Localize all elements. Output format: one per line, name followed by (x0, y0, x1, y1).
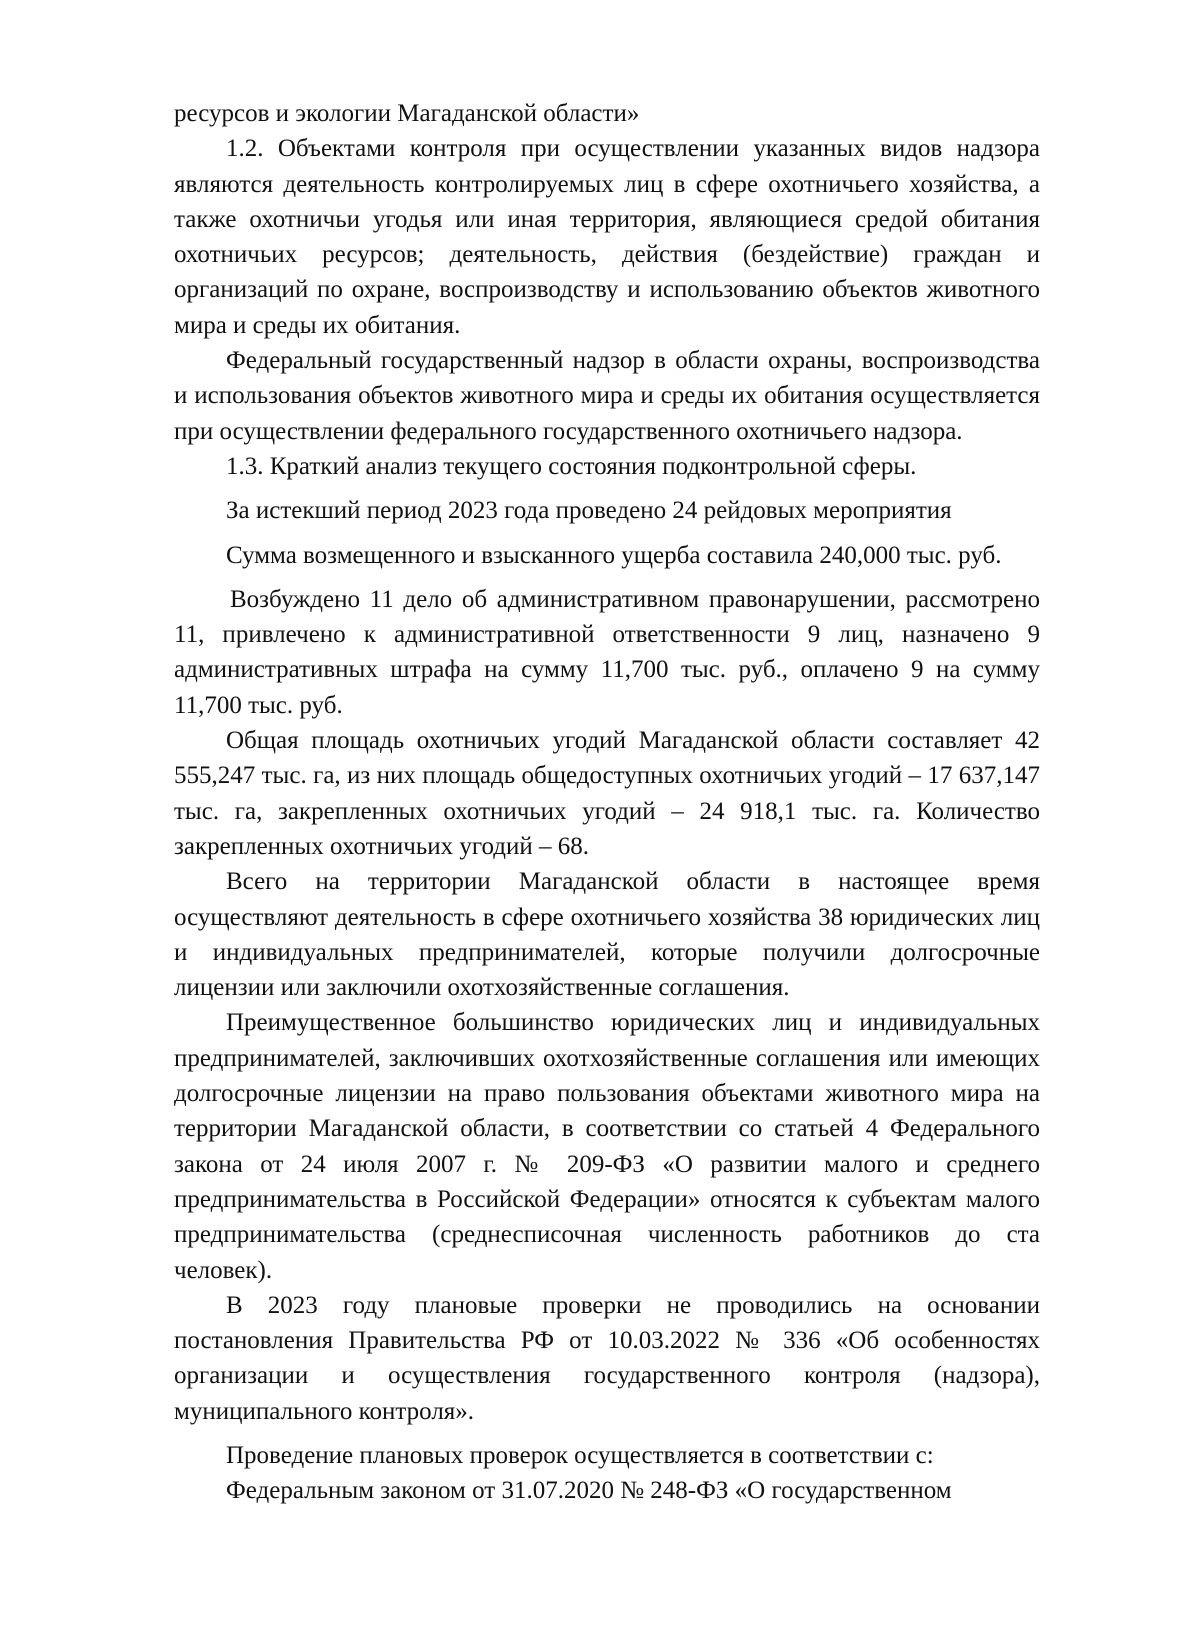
paragraph-federal-law: Федеральным законом от 31.07.2020 № 248-ФЗ «О государственном (226, 1477, 952, 1505)
paragraph-raids: За истекший период 2023 года проведено 24 рейдовых мероприятия (226, 497, 952, 525)
paragraph-entities: Всего на территории Магаданской области в настоящее время осуществляют деятельность в сфере охотничьего хозяйства 38 юридических лиц и индивидуальных предпринимателей, которые получили долгосрочные лицензии или заключили охотхозяйственные соглашения. (174, 868, 1040, 1002)
paragraph-analysis-heading: 1.3. Краткий анализ текущего состояния подконтрольной сферы. (226, 452, 917, 480)
paragraph-hunting-area: Общая площадь охотничьих угодий Магаданской области составляет 42 555,247 тыс. га, из них площадь общедоступных охотничьих угодий – 17 637,147 тыс. га, закрепленных охотничьих угодий – 24 918,1 тыс. га. Количество закрепленных охотничьих угодий – 68. (174, 727, 1040, 860)
paragraph-damage: Сумма возмещенного и взысканного ущерба составила 240,000 тыс. руб. (226, 541, 1002, 569)
paragraph-continuation: ресурсов и экологии Магаданской области» (174, 100, 640, 127)
paragraph-inspections-basis: Проведение плановых проверок осуществляется в соответствии с: (226, 1441, 934, 1469)
paragraph-no-inspections: В 2023 году плановые проверки не проводились на основании постановления Правительства РФ от 10.03.2022 № 336 «Об особенностях организации и осуществления государственного контроля (надзора), муниципального контроля». (174, 1291, 1040, 1425)
paragraph-administrative-cases: Возбуждено 11 дело об административном правонарушении, рассмотрено 11, привлечено к административной ответственности 9 лиц, назначено 9 административных штрафа на сумму 11,700 тыс. руб., оплачено 9 на сумму 11,700 тыс. руб. (174, 585, 1040, 719)
paragraph-federal-supervision: Федеральный государственный надзор в области охраны, воспроизводства и использования объектов животного мира и среды их обитания осуществляется при осуществлении федерального государственного охотничьего надзора. (174, 347, 1040, 445)
paragraph-small-business: Преимущественное большинство юридических лиц и индивидуальных предпринимателей, заключивших охотхозяйственные соглашения или имеющих долгосрочные лицензии на право пользования объектами животного мира на территории Магаданской области, в соответствии со статьей 4 Федерального закона от 24 июля 2007 г. № 209-ФЗ «О развитии малого и среднего предпринимательства в Российской Федерации» относятся к субъектам малого предпринимательства (среднесписочная численность работников до ста человек). (174, 1009, 1040, 1284)
paragraph-objects-of-control: 1.2. Объектами контроля при осуществлении указанных видов надзора являются деятельность контролируемых лиц в сфере охотничьего хозяйства, а также охотничьи угодья или иная территория, являющиеся средой обитания охотничьих ресурсов; деятельность, действия (бездействие) граждан и организаций по охране, воспроизводству и использованию объектов животного мира и среды их обитания. (174, 135, 1040, 339)
document-body (174, 96, 1040, 1509)
